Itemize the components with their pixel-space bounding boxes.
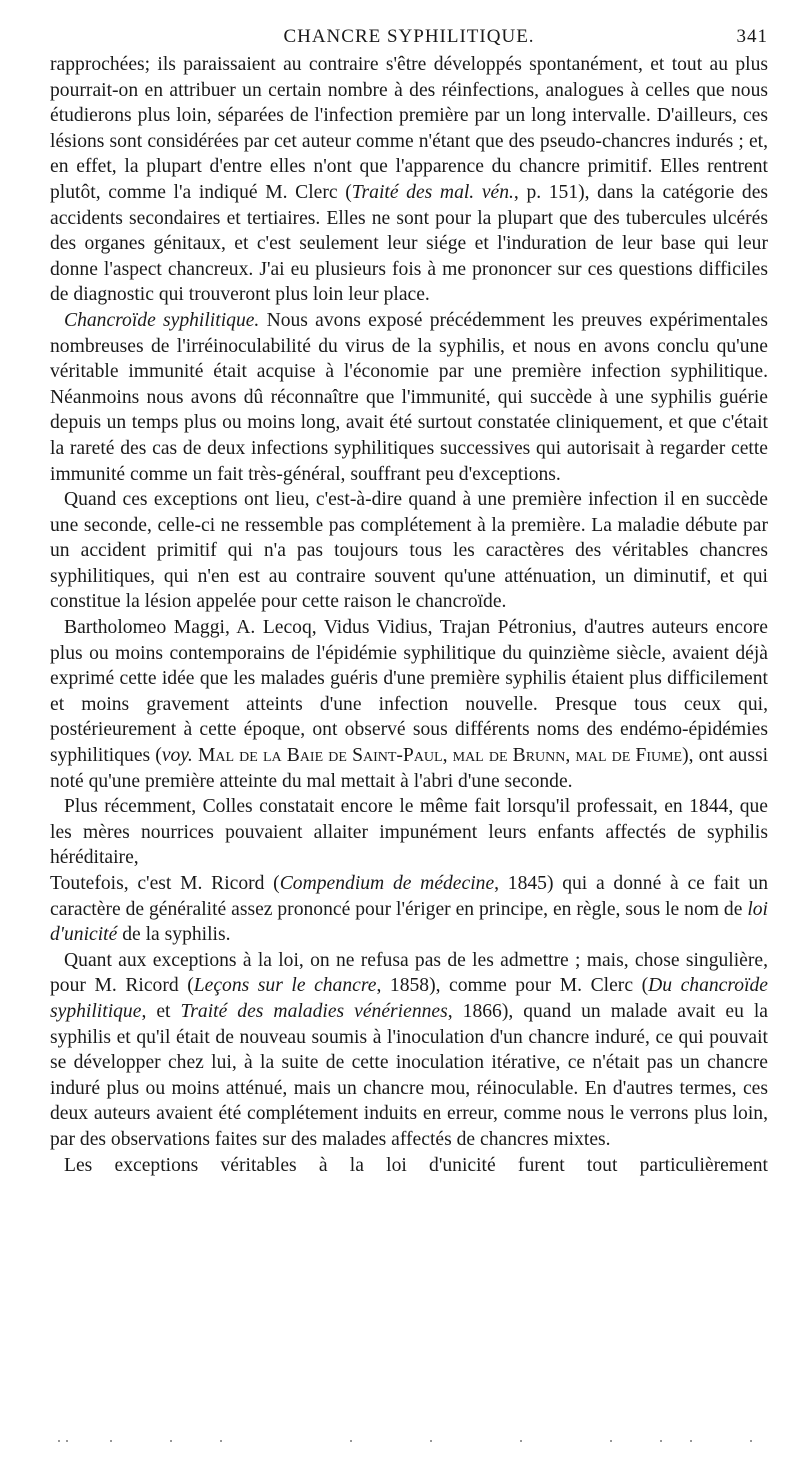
paragraph-7-end: , 1866), quand un malade avait eu la syphilis et qu'il était de nouveau soumis à l'inoculation d'un chancre induré, ce qui pouvait se développer chez lui, à la suite de cette inoculation itérative, ce n'était pas un chancre induré plus ou moins atténué, mais un chancre mou, réinoculable. En d'autres termes, ces deux auteurs avaient été complétement induits en erreur, comme nous le verrons plus loin, par des observations faites sur des malades affectés de chancres mixtes. <box>50 1000 769 1150</box>
paragraph-4-end: ), ont aussi noté qu'une première atteinte du mal mettait à l'abri d'une seconde. <box>50 745 769 792</box>
paragraph-7-mid-2: , et <box>141 1000 181 1022</box>
page-number: 341 <box>736 26 768 47</box>
term-loi-unicite: loi d'unicité <box>50 898 768 946</box>
book-page <box>50 26 768 1178</box>
citation-traite-mal-ven: Traité des mal. vén. <box>351 181 514 203</box>
citation-lecons-chancre: Leçons sur le chancre <box>193 975 377 997</box>
paragraph-1 <box>50 52 768 308</box>
running-header <box>50 26 768 52</box>
paragraph-4-text: Bartholomeo Maggi, A. Lecoq, Vidus Vidius, Trajan Pétronius, d'autres auteurs encore plus ou moins contemporains de l'épidémie syphilitique du quinzième siècle, avaient déjà exprimé cette idée que les malades guéris d'une première syphilis étaient plus difficilement et moins gravement atteints d'une infection nouvelle. Presque tous ceux qui, postérieurement à cette époque, ont observé sous différents noms des endémo-épidémies syphilitiques ( <box>50 617 768 767</box>
paragraph-3-text: Quand ces exceptions ont lieu, c'est-à-dire quand à une première infection il en succède une seconde, celle-ci ne ressemble pas complétement à la première. La maladie débute par un accident primitif qui n'a pas toujours tous les caractères des véritables chancres syphilitiques, qui n'en est au contraire souvent qu'une atténuation, un diminutif, et qui constitue la lésion appelée pour cette raison le chancroïde. <box>50 489 768 613</box>
footer-dot-marks <box>50 1440 768 1448</box>
paragraph-6 <box>50 871 768 948</box>
citation-chancroide: Du chancroïde syphilitique <box>50 975 769 1022</box>
body-text <box>50 52 768 1178</box>
paragraph-7 <box>50 948 768 1153</box>
voy-abbrev: voy. <box>161 745 193 767</box>
paragraph-8-text: Les exceptions véritables à la loi d'unicité furent tout particulièrement <box>64 1154 768 1176</box>
paragraph-2 <box>50 308 768 487</box>
paragraph-7-start: Quant aux exceptions à la loi, on ne refusa pas de les admettre ; mais, chose singulière, pour M. Ricord ( <box>50 949 768 997</box>
citation-compendium: Compendium de médecine <box>279 873 495 894</box>
paragraph-1-text: rapprochées; ils paraissaient au contraire s'être développés spontanément, et tout au plus pourrait-on en attribuer un certain nombre à des réinfections, analogues à celles que nous étudierons plus loin, séparées de l'infection première par un long intervalle. D'ailleurs, ces lésions sont considérées par cet auteur comme n'étant que des pseudo-chancres indurés ; et, en effet, la plupart d'entre elles n'ont que l'apparence du chancre primitif. Elles rentrent plutôt, comme l'a indiqué M. Clerc ( <box>50 54 768 203</box>
paragraph-7-mid-1: , 1858), comme pour M. Clerc ( <box>376 975 649 997</box>
paragraph-5 <box>50 794 768 871</box>
paragraph-2-text: Nous avons exposé précédemment les preuves expérimentales nombreuses de l'irréinoculabilité du virus de la syphilis, et nous en avons conclu qu'une véritable immunité était acquise à l'économie par une première infection syphilitique. Néanmoins nous avons dû réconnaître que l'immunité, qui succède à une syphilis guérie depuis un temps plus ou moins long, avait été surtout constatée cliniquement, et que c'était la rareté des cas de deux infections syphilitiques successives qui autorisait à regarder cette immunité comme un fait très-général, souffrant peu d'exceptions. <box>50 309 768 485</box>
running-title: CHANCRE SYPHILITIQUE. <box>283 26 535 47</box>
cross-references: Mal de la Baie de Saint-Paul, mal de Brunn, mal de Fiume <box>197 745 683 767</box>
paragraph-6-mid: , 1845) qui a donné à ce fait un caractère de généralité assez prononcé pour l'ériger en principe, en règle, sous le nom de <box>50 873 768 920</box>
citation-traite-maladies: Traité des maladies vénériennes <box>180 1000 448 1022</box>
paragraph-1-end: , p. 151), dans la catégorie des accidents secondaires et tertiaires. Elles ne sont pour la plupart que des tubercules ulcérés des organes génitaux, et c'est seulement leur siége et l'induration de leur base qui leur donne l'aspect chancreux. J'ai eu plusieurs fois à me prononcer sur ces questions difficiles de diagnostic qui trouveront plus loin leur place. <box>50 181 769 306</box>
paragraph-6-start: Toutefois, c'est M. Ricord ( <box>50 873 280 894</box>
paragraph-6-end: de la syphilis. <box>117 924 231 946</box>
paragraph-4 <box>50 615 768 794</box>
paragraph-5-text: Plus récemment, Colles constatait encore le même fait lorsqu'il professait, en 1844, que les mères nourrices pouvaient allaiter impunément leurs enfants affectés de syphilis héréditaire, <box>50 796 768 869</box>
section-heading-chancroide: Chancroïde syphilitique. <box>64 309 260 331</box>
paragraph-8 <box>50 1153 768 1179</box>
paragraph-3 <box>50 487 768 615</box>
